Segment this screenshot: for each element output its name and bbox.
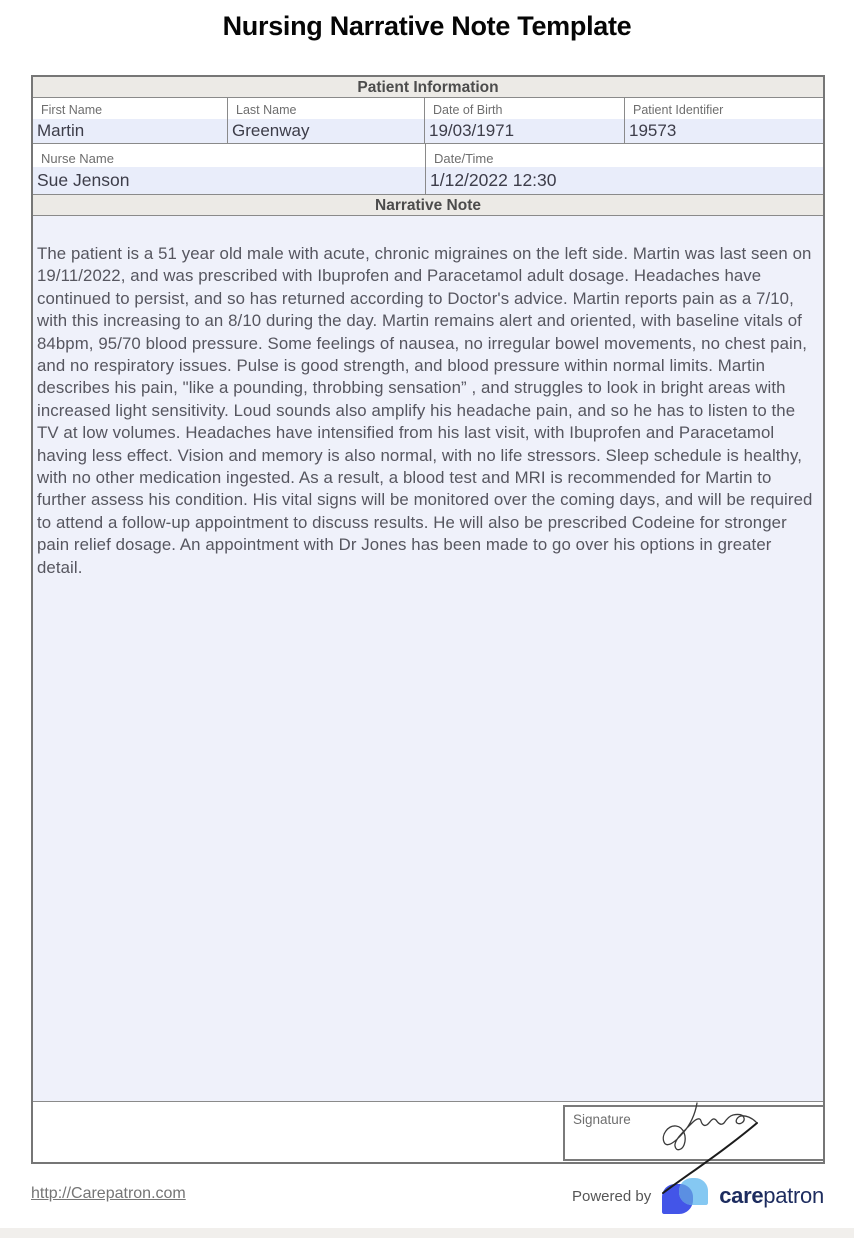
- narrative-note-text: The patient is a 51 year old male with acute, chronic migraines on the left side. Martin was last seen on 19/11/2022, and was prescribed with Ibuprofen and Paracetamol adult dosage. Headaches have continued to persist, and so has returned according to Doctor's advice. Martin reports pain as a 7/10, with this increasing to an 8/10 during the day. Martin remains alert and oriented, with baseline vitals of 84bpm, 95/70 blood pressure. Some feelings of nausea, no irregular bowel movements, no chest pain, and no respiratory issues. Pulse is good strength, and blood pressure within normal limits. Martin describes his pain, "like a pounding, throbbing sensation” , and struggles to look in bright areas with increased light sensitivity. Loud sounds also amplify his headache pain, and so he has to listen to the TV at low volumes. Headaches have intensified from his last visit, with Ibuprofen and Paracetamol having less effect. Vision and memory is also normal, with no life stressors. Sleep schedule is healthy, with no other medication ingested. As a result, a blood test and MRI is recommended for Martin to further assess his condition. His vital signs will be monitored over the coming days, and will be required to attend a follow-up appointment to discuss results. He will also be prescribed Codeine for stronger pain relief dosage. An appointment with Dr Jones has been made to go over his options in greater detail.: [37, 244, 813, 577]
- nurse-name-label: Nurse Name: [33, 144, 425, 167]
- brand-regular: patron: [763, 1183, 824, 1208]
- powered-by: [572, 1176, 824, 1216]
- first-name-label: First Name: [33, 98, 227, 119]
- narrative-note-section-header: Narrative Note: [33, 195, 823, 216]
- patient-identifier-cell: [625, 98, 823, 143]
- date-time-field[interactable]: 1/12/2022 12:30: [426, 167, 823, 194]
- carepatron-wordmark: [719, 1183, 824, 1209]
- patient-info-row-2: [33, 144, 823, 195]
- first-name-cell: [33, 98, 228, 143]
- brand-bold: care: [719, 1183, 764, 1208]
- patient-info-section-header: Patient Information: [33, 77, 823, 98]
- carepatron-link[interactable]: http://Carepatron.com: [31, 1185, 186, 1202]
- date-time-cell: [426, 144, 823, 194]
- signature-field[interactable]: [563, 1105, 823, 1161]
- date-of-birth-cell: [425, 98, 625, 143]
- date-of-birth-field[interactable]: 19/03/1971: [425, 119, 624, 143]
- first-name-field[interactable]: Martin: [33, 119, 227, 143]
- date-time-label: Date/Time: [426, 144, 823, 167]
- last-name-cell: [228, 98, 425, 143]
- signature-label: Signature: [573, 1112, 631, 1127]
- signature-row: [33, 1102, 823, 1162]
- narrative-note-field[interactable]: [33, 216, 823, 1102]
- page-edge: [0, 1228, 854, 1238]
- powered-by-label: Powered by: [572, 1187, 652, 1205]
- note-form-table: [31, 75, 825, 1164]
- patient-identifier-field[interactable]: 19573: [625, 119, 823, 143]
- last-name-label: Last Name: [228, 98, 424, 119]
- last-name-field[interactable]: Greenway: [228, 119, 424, 143]
- patient-info-row-1: [33, 98, 823, 144]
- patient-identifier-label: Patient Identifier: [625, 98, 823, 119]
- nurse-name-cell: [33, 144, 426, 194]
- nurse-name-field[interactable]: Sue Jenson: [33, 167, 425, 194]
- date-of-birth-label: Date of Birth: [425, 98, 624, 119]
- carepatron-logo-icon: [662, 1178, 708, 1214]
- page-title: Nursing Narrative Note Template: [222, 11, 632, 41]
